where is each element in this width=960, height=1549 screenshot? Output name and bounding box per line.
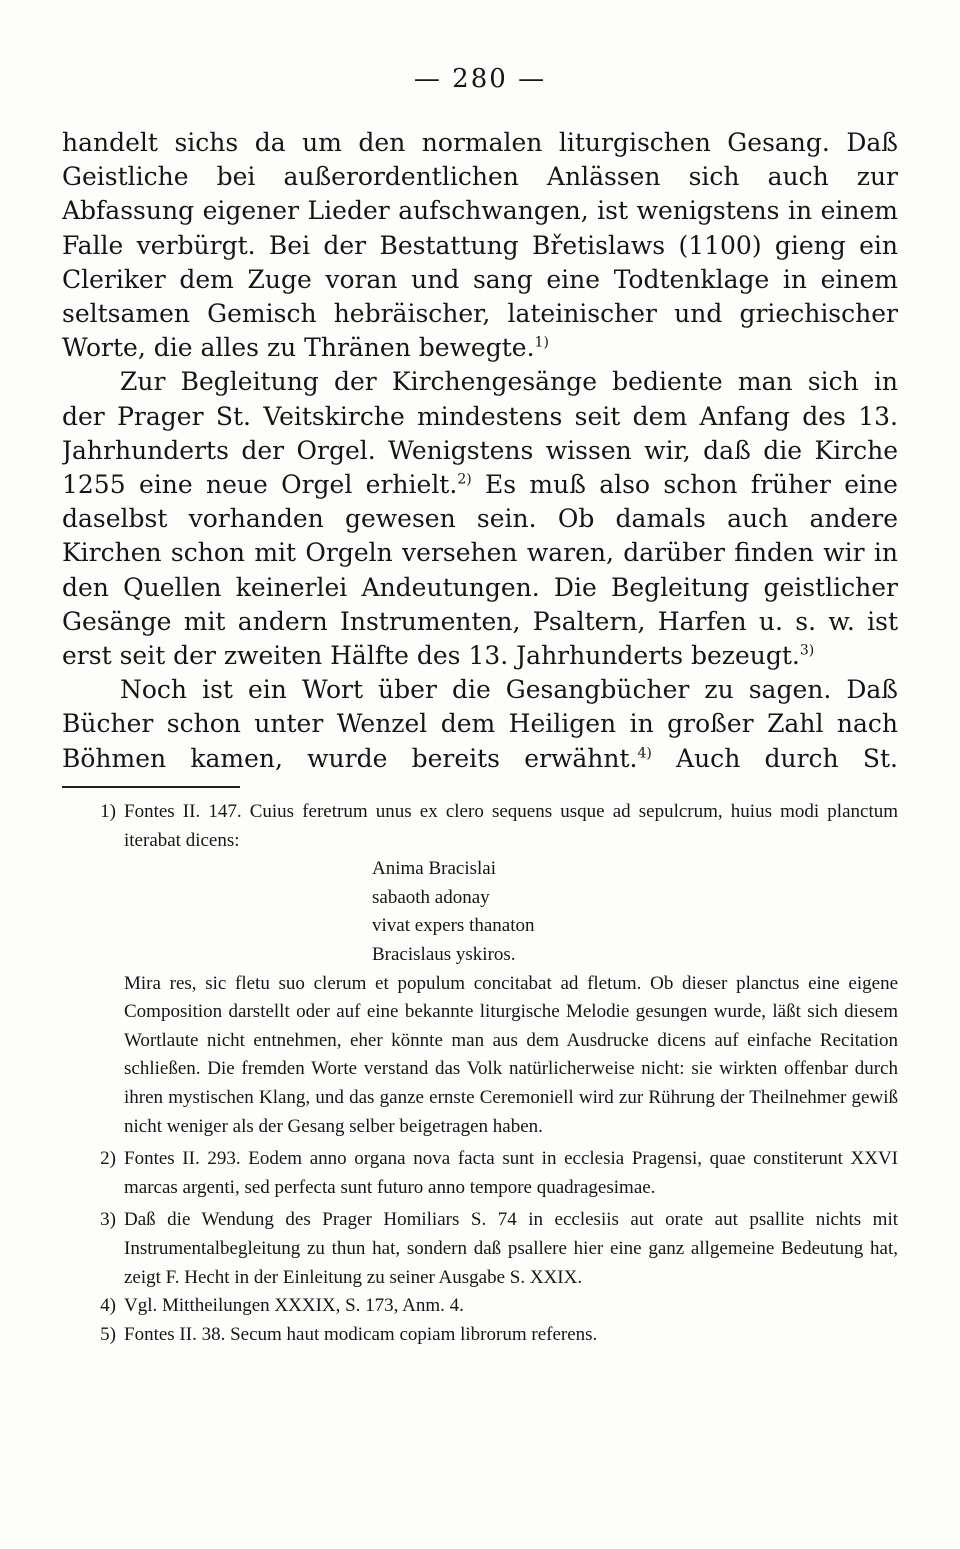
footnote-ref[interactable]: 4) <box>637 745 652 762</box>
footnote-number: 3) <box>100 1209 116 1231</box>
footnote-text: Fontes II. 147. Cuius feretrum unus ex clero sequens usque ad sepulcrum, huius modi planctum iterabat dicens: <box>124 801 898 851</box>
footnote-1 <box>62 798 898 1141</box>
verse-line: sabaoth adonay <box>372 886 490 908</box>
footnote-number: 2) <box>100 1148 116 1170</box>
footnote-text: Fontes II. 293. Eodem anno organa nova facta sunt in ecclesia Pragensi, quae constiterunt XXVI marcas argenti, sed perfecta sunt futuro anno tempore quadragesimae. <box>124 1148 898 1198</box>
footnote-text: Mira res, sic fletu suo clerum et populum concitabat ad fletum. Ob dieser planctus eine eigene Composition darstellt oder auf eine bekannte liturgische Melodie gesungen wurde, läßt sich diesem Wortlaute nicht entnehmen, eher könnte man aus dem Ausdrucke dicens auf einfache Recitation schließen. Die fremden Worte verstand das Volk natürlicherweise nicht: sie wirkten offenbar durch ihren mystischen Klang, und das ganze ernste Ceremoniell wird zur Rührung der Theilnehmer gewiß nicht weniger als der Gesang selber beigetragen haben. <box>124 972 898 1137</box>
verse-line: Anima Bracislai <box>372 858 496 880</box>
footnote-text: Fontes II. 38. Secum haut modicam copiam librorum referens. <box>124 1323 598 1345</box>
verse-line: vivat expers thanaton <box>372 915 535 937</box>
paragraph-text: handelt sichs da um den normalen liturgischen Gesang. Daß Geistliche bei außerordentlichen Anlässen sich auch zur Abfassung eigener Lieder aufschwangen, ist wenigstens in einem Falle verbürgt. Bei der Bestattung Břetislaws (1100) gieng ein Cleriker dem Zuge voran und sang eine Todtenklage in einem seltsamen Gemisch hebräischer, lateinischer und griechischer Worte, die alles zu Thränen bewegte. <box>62 128 898 363</box>
paragraph-text: Noch ist ein Wort über die Gesangbücher zu sagen. Daß Bücher schon unter Wenzel dem Heiligen in großer Zahl nach Böhmen kamen, wurde bereits erwähnt. <box>62 675 898 773</box>
footnote-number: 4) <box>100 1295 116 1317</box>
paragraph <box>62 126 898 365</box>
footnote-ref[interactable]: 1) <box>534 334 549 351</box>
verse-line: Bracislaus yskiros. <box>372 943 516 965</box>
paragraph-text: Es muß also schon früher eine daselbst vorhanden gewesen sein. Ob damals auch andere Kirchen schon mit Orgeln versehen waren, darüber finden wir in den Quellen keinerlei Andeutungen. Die Begleitung geistlicher Gesänge mit andern Instrumenten, Psaltern, Harfen u. s. w. ist erst seit der zweiten Hälfte des 13. Jahrhunderts bezeugt. <box>62 470 898 671</box>
paragraph-text: Auch durch St. <box>676 743 898 773</box>
footnote-3 <box>62 1206 898 1292</box>
page-number: — 280 — <box>413 64 547 94</box>
latin-verse <box>372 855 898 969</box>
footnote-number: 1) <box>100 801 116 822</box>
footnote-5 <box>62 1321 898 1350</box>
footnote-4 <box>62 1292 898 1321</box>
footnote-text: Daß die Wendung des Prager Homiliars S. 74 in ecclesiis aut orate aut psallite nichts mit Instrumentalbegleitung zu thun hat, sondern daß psallere hier eine ganz allgemeine Bedeutung hat, zeigt F. Hecht in der Einleitung zu seiner Ausgabe S. XXIX. <box>124 1209 898 1288</box>
main-text <box>62 126 898 776</box>
paragraph <box>62 673 898 776</box>
paragraph <box>62 365 898 673</box>
paragraph-text: Zur Begleitung der Kirchengesänge bediente man sich in der Prager St. Veitskirche mindestens seit dem Anfang des 13. Jahrhunderts der Orgel. Wenigstens wissen wir, daß die Kirche 1255 eine neue Orgel erhielt. <box>62 367 898 500</box>
footnote-ref[interactable]: 2) <box>457 471 472 488</box>
footnote-text: Vgl. Mittheilungen XXXIX, S. 173, Anm. 4. <box>124 1295 464 1317</box>
footnote-2 <box>62 1145 898 1202</box>
footnote-ref[interactable]: 3) <box>799 642 815 659</box>
footnote-divider <box>62 786 240 788</box>
footnotes <box>62 798 898 1349</box>
footnote-number: 5) <box>100 1323 116 1345</box>
